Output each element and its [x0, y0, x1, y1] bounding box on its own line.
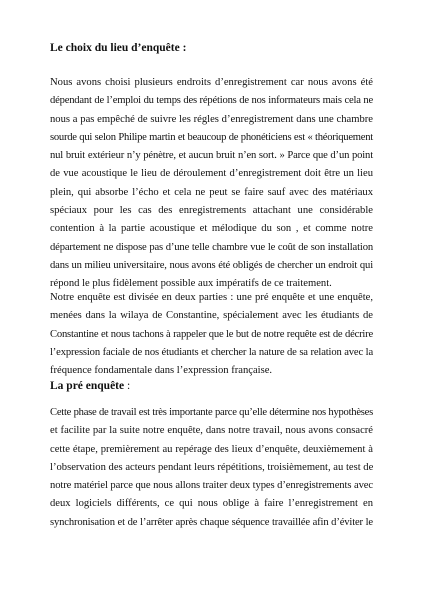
text-line: plein, qui absorbe l’écho et cela ne peut se faire sauf avec des matériaux: [50, 186, 373, 198]
text-line: contention à la partie acoustique et mélodique du son , et comme notre: [50, 223, 373, 235]
text-line: dépendant de l’emploi du temps des répétions de nos informateurs mais cela ne: [50, 95, 373, 107]
text-line: répond le plus fidèlement possible aux impératifs de ce traitement.: [50, 278, 332, 290]
text-line: l’observation des acteurs pendant leurs répétitions, troisièmement, au test de: [50, 461, 374, 473]
text-line: deux logiciels différents, ce qui nous oblige à faire l’enregistrement en: [50, 498, 373, 510]
text-line: et facilite par la suite notre enquête, dans notre travail, nous avons consacré: [50, 425, 373, 437]
text-line: spéciaux pour les cas des enregistrements attachant une considérable: [50, 205, 373, 217]
text-line: Nous avons choisi plusieurs endroits d’enregistrement car nous avons été: [50, 77, 373, 88]
text-line: dans un milieu universitaire, nous avons été obligés de chercher un endroit qui: [50, 259, 373, 271]
text-line: l’expression faciale de nos étudiants et chercher la nature de sa relation avec la: [50, 346, 373, 358]
section-heading-choix-du-lieu: Le choix du lieu d’enquête :: [50, 42, 187, 54]
paragraph-pre-enquete: [50, 404, 373, 532]
section-heading-pre-enquete: La pré enquête :: [50, 380, 131, 392]
text-line: menées dans la wilaya de Constantine, spécialement avec les étudiants de: [50, 310, 373, 322]
text-line: Notre enquête est divisée en deux parties : une pré enquête et une enquête,: [50, 292, 373, 303]
paragraph-choix-du-lieu: [50, 74, 373, 294]
text-line: Cette phase de travail est très importante parce qu’elle détermine nos hypothèses: [50, 407, 373, 418]
text-line: nous a pas empêché de suivre les régles d’enregistrement dans une chambre: [50, 113, 373, 125]
text-line: notre matériel parce que nous allons traiter deux types d’enregistrements avec: [50, 480, 373, 492]
text-line: sourde qui selon Philipe martin et beaucoup de phonéticiens est « théoriquement: [50, 131, 373, 143]
text-line: synchronisation et de l’arrêter après chaque séquence travaillée afin d’éviter le: [50, 516, 373, 528]
paragraph-enquete-parties: [50, 289, 373, 380]
text-line: cette étape, premièrement au repérage des lieux d’enquête, deuxièmement à: [50, 443, 373, 455]
text-line: nul bruit extérieur n’y pénètre, et aucun bruit n’en sort. » Parce que d’un point: [50, 150, 373, 162]
text-line: département ne dispose pas d’une telle chambre vue le coût de son installation: [50, 241, 373, 253]
text-line: Constantine et nous tachons à rappeler que le but de notre requête est de décrire: [50, 328, 373, 340]
text-line: fréquence fondamentale dans l’expression française.: [50, 365, 273, 377]
text-line: de vue acoustique le lieu de déroulement d’enregistrement doit être un lieu: [50, 168, 373, 180]
